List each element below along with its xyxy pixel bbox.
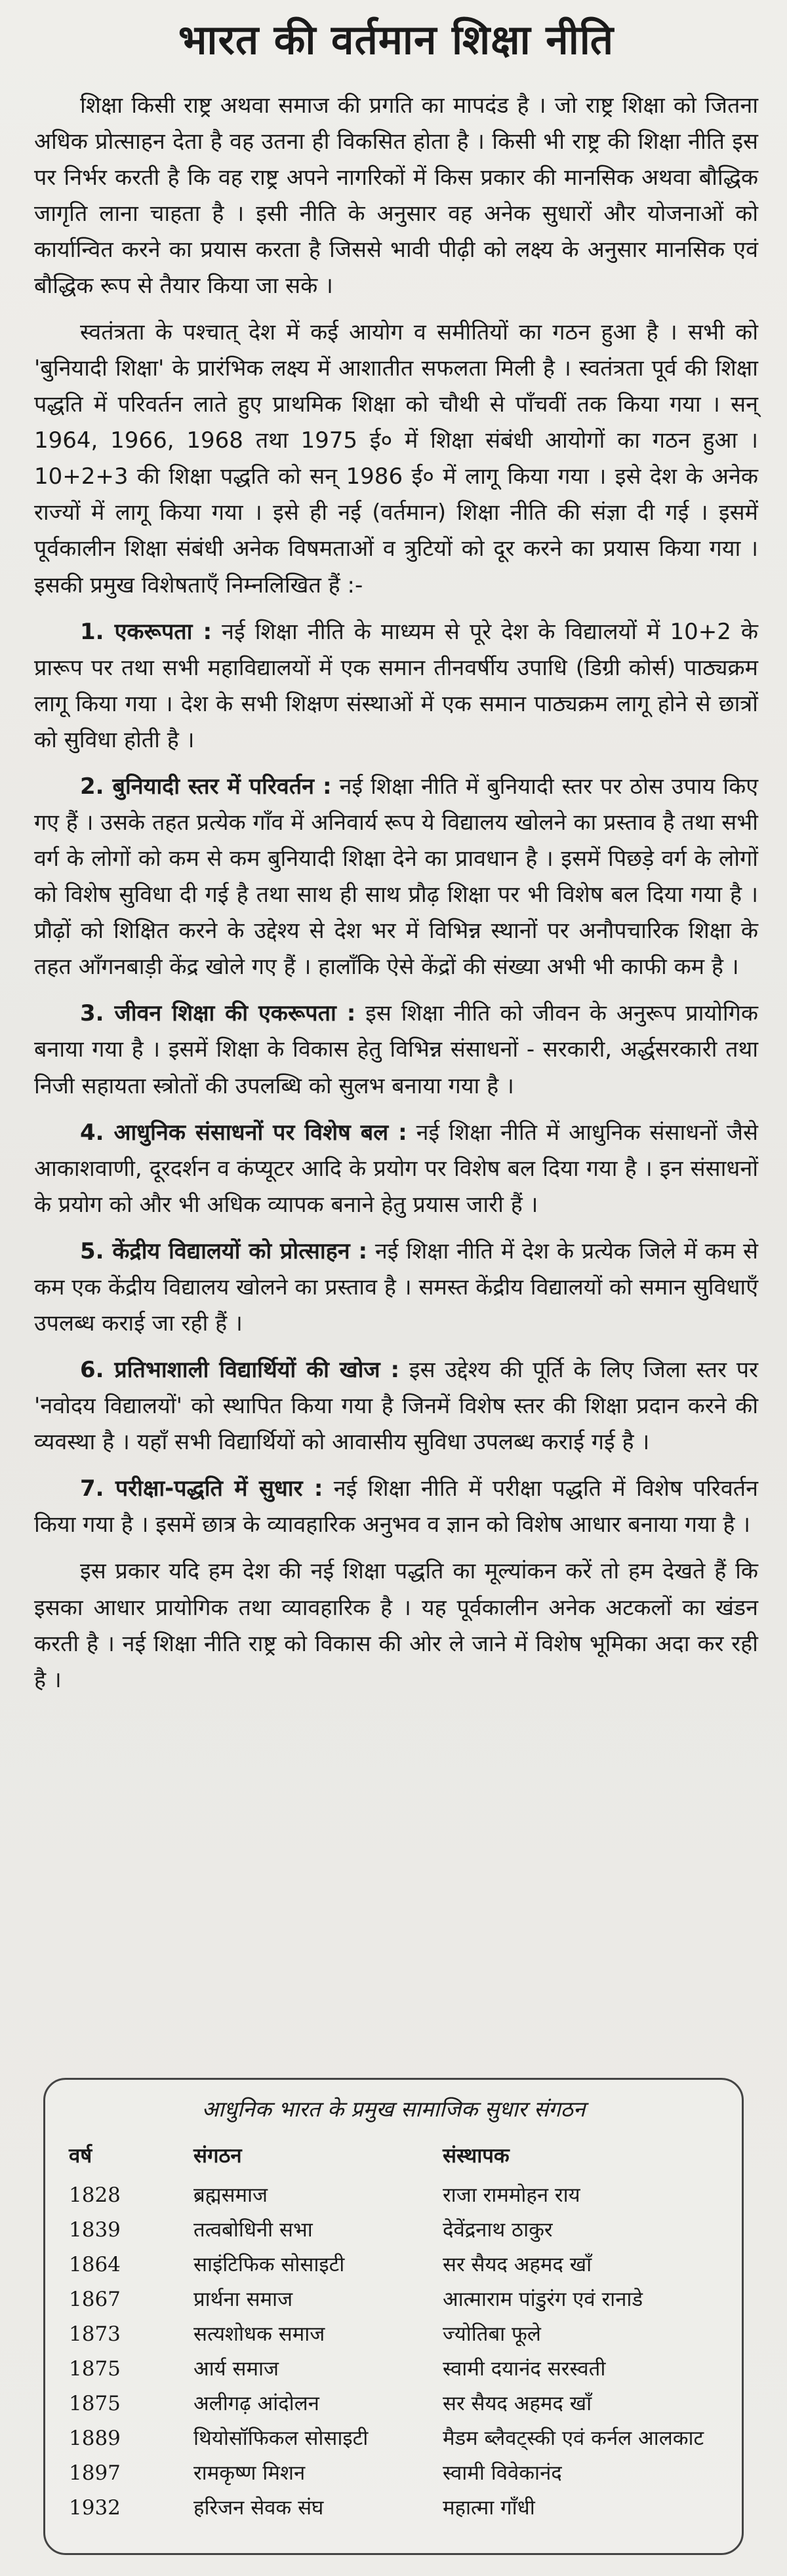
feature-text: नई शिक्षा नीति में देश के प्रत्येक जिले में कम से कम एक केंद्रीय विद्यालय खोलने का प्रस्ताव है । समस्त केंद्रीय विद्यालयों को समान सुविधाएँ उपलब्ध कराई जा रही हैं ।: [34, 1238, 758, 1337]
feature-point-3: [34, 996, 758, 1104]
row-year: 1873: [69, 2322, 121, 2347]
row-org: रामकृष्ण मिशन: [193, 2461, 306, 2486]
row-org: सत्यशोधक समाज: [193, 2322, 325, 2347]
feature-point-7: [34, 1471, 758, 1543]
feature-point-2: [34, 769, 758, 985]
table-row: [69, 2285, 718, 2314]
header-org: संगठन: [193, 2144, 242, 2168]
table-row: [69, 2215, 718, 2244]
row-founder: महात्मा गाँधी: [443, 2496, 535, 2520]
row-org: साइंटिफिक सोसाइटी: [193, 2253, 345, 2277]
intro-paragraph-1: शिक्षा किसी राष्ट्र अथवा समाज की प्रगति का मापदंड है । जो राष्ट्र शिक्षा को जितना अधिक प्रोत्साहन देता है वह उतना ही विकसित होता है । किसी भी राष्ट्र की शिक्षा नीति इस पर निर्भर करती है कि वह राष्ट्र अपने नागरिकों में किस प्रकार की मानसिक अथवा बौद्धिक जागृति लाना चाहता है । इसी नीति के अनुसार वह अनेक सुधारों और योजनाओं को कार्यान्वित करने का प्रयास करता है जिससे भावी पीढ़ी को लक्ष्य के अनुसार मानसिक एवं बौद्धिक रूप से तैयार किया जा सके ।: [34, 92, 758, 299]
feature-heading: 1. एकरूपता :: [80, 618, 212, 645]
row-org: आर्य समाज: [193, 2357, 279, 2381]
feature-point-4: [34, 1115, 758, 1223]
header-year: वर्ष: [69, 2144, 92, 2168]
row-founder: स्वामी दयानंद सरस्वती: [443, 2357, 606, 2381]
row-org: प्रार्थना समाज: [193, 2288, 293, 2312]
table-row: [69, 2250, 718, 2279]
row-org: तत्वबोधिनी सभा: [193, 2218, 313, 2242]
row-org: थियोसॉफिकल सोसाइटी: [193, 2427, 369, 2451]
intro-paragraph-2: स्वतंत्रता के पश्चात् देश में कई आयोग व समीतियों का गठन हुआ है । सभी को 'बुनियादी शिक्षा' के प्रारंभिक लक्ष्य में आशातीत सफलता मिली है । स्वतंत्रता पूर्व की शिक्षा पद्धति में परिवर्तन लाते हुए प्राथमिक शिक्षा को चौथी से पाँचवीं तक किया गया । सन् 1964, 1966, 1968 तथा 1975 ई० में शिक्षा संबंधी आयोगों का गठन हुआ । 10+2+3 की शिक्षा पद्धति को सन् 1986 ई० में लागू किया गया । इसे देश के अनेक राज्यों में लागू किया गया । इसे ही नई (वर्तमान) शिक्षा नीति की संज्ञा दी गई । इसमें पूर्वकालीन शिक्षा संबंधी अनेक विषमताओं व त्रुटियों को दूर करने का प्रयास किया गया । इसकी प्रमुख विशेषताएँ निम्नलिखित हैं :-: [34, 319, 758, 598]
table-row: [69, 2181, 718, 2210]
feature-heading: 7. परीक्षा-पद्धति में सुधार :: [80, 1475, 323, 1502]
conclusion-paragraph: इस प्रकार यदि हम देश की नई शिक्षा पद्धति का मूल्यांकन करें तो हम देखते हैं कि इसका आधार प्रायोगिक तथा व्यावहारिक है । यह पूर्वकालीन अनेक अटकलों का खंडन करती है । नई शिक्षा नीति राष्ट्र को विकास की ओर ले जाने में विशेष भूमिका अदा कर रही है ।: [34, 1558, 758, 1693]
row-org: अलीगढ़ आंदोलन: [193, 2392, 319, 2416]
row-year: 1932: [69, 2496, 121, 2520]
row-founder: देवेंद्रनाथ ठाकुर: [443, 2218, 553, 2242]
feature-text: नई शिक्षा नीति में बुनियादी स्तर पर ठोस उपाय किए गए हैं । उसके तहत प्रत्येक गाँव में अनिवार्य रूप ये विद्यालय खोलने का प्रस्ताव है तथा सभी वर्ग के लोगों को कम से कम बुनियादी शिक्षा देने का प्रावधान है । इसमें पिछड़े वर्ग के लोगों को विशेष सुविधा दी गई है तथा साथ ही साथ प्रौढ़ शिक्षा पर भी विशेष बल दिया गया है । प्रौढ़ों को शिक्षित करने के उद्देश्य से देश भर में विभिन्न स्थानों पर अनौपचारिक शिक्षा के तहत आँगनबाड़ी केंद्र खोले गए हैं । हालाँकि ऐसे केंद्रों की संख्या अभी भी काफी कम है ।: [34, 773, 758, 981]
row-org: हरिजन सेवक संघ: [193, 2496, 324, 2520]
row-year: 1875: [69, 2392, 121, 2416]
table-row: [69, 2424, 718, 2453]
row-year: 1897: [69, 2461, 121, 2486]
feature-point-6: [34, 1352, 758, 1460]
feature-heading: 2. बुनियादी स्तर में परिवर्तन :: [80, 773, 332, 800]
table-row: [69, 2389, 718, 2418]
row-founder: आत्माराम पांडुरंग एवं रानाडे: [443, 2288, 643, 2312]
feature-point-5: [34, 1234, 758, 1342]
feature-heading: 6. प्रतिभाशाली विद्यार्थियों की खोज :: [80, 1357, 400, 1384]
reform-table-header: [69, 2141, 718, 2170]
row-year: 1864: [69, 2253, 121, 2277]
reform-organizations-box: [43, 2078, 744, 2555]
feature-text: नई शिक्षा नीति में परीक्षा पद्धति में विशेष परिवर्तन किया गया है । इसमें छात्र के व्यावहारिक अनुभव व ज्ञान को विशेष आधार बनाया गया है ।: [34, 1475, 758, 1538]
row-founder: राजा राममोहन राय: [443, 2183, 580, 2208]
header-founder: संस्थापक: [443, 2144, 510, 2168]
feature-heading: 3. जीवन शिक्षा की एकरूपता :: [80, 1000, 356, 1027]
row-year: 1828: [69, 2183, 121, 2208]
row-founder: मैडम ब्लैवट्स्की एवं कर्नल आलकाट: [443, 2427, 704, 2451]
table-row: [69, 2459, 718, 2488]
row-year: 1839: [69, 2218, 121, 2242]
row-founder: सर सैयद अहमद खाँ: [443, 2253, 592, 2277]
row-founder: सर सैयद अहमद खाँ: [443, 2392, 592, 2416]
row-founder: स्वामी विवेकानंद: [443, 2461, 562, 2486]
feature-text: नई शिक्षा नीति में आधुनिक संसाधनों जैसे आकाशवाणी, दूरदर्शन व कंप्यूटर आदि के प्रयोग पर विशेष बल दिया गया है । इन संसाधनों के प्रयोग को और भी अधिक व्यापक बनाने हेतु प्रयास जारी हैं ।: [34, 1119, 758, 1218]
table-row: [69, 2354, 718, 2383]
row-year: 1875: [69, 2357, 121, 2381]
feature-text: इस उद्देश्य की पूर्ति के लिए जिला स्तर पर 'नवोदय विद्यालयों' को स्थापित किया गया है जिनमें विशेष स्तर की शिक्षा प्रदान करने की व्यवस्था है । यहाँ सभी विद्यार्थियों को आवासीय सुविधा उपलब्ध कराई गई है ।: [34, 1357, 759, 1456]
feature-point-1: [34, 614, 758, 758]
row-year: 1867: [69, 2288, 121, 2312]
row-org: ब्रह्मसमाज: [193, 2183, 268, 2208]
feature-heading: 5. केंद्रीय विद्यालयों को प्रोत्साहन :: [80, 1238, 368, 1264]
table-row: [69, 2320, 718, 2349]
reform-table-title: आधुनिक भारत के प्रमुख सामाजिक सुधार संगठन: [201, 2096, 586, 2122]
feature-text: नई शिक्षा नीति के माध्यम से पूरे देश के विद्यालयों में 10+2 के प्रारूप पर तथा सभी महाविद्यालयों में एक समान तीनवर्षीय उपाधि (डिग्री कोर्स) पाठ्यक्रम लागू किया गया । देश के सभी शिक्षण संस्थाओं में एक समान पाठ्यक्रम लागू होने से छात्रों को सुविधा होती है ।: [34, 618, 758, 753]
row-year: 1889: [69, 2427, 121, 2451]
table-row: [69, 2493, 718, 2522]
row-founder: ज्योतिबा फूले: [443, 2322, 541, 2347]
feature-heading: 4. आधुनिक संसाधनों पर विशेष बल :: [80, 1119, 407, 1146]
feature-text: इस शिक्षा नीति को जीवन के अनुरूप प्रायोगिक बनाया गया है । इसमें शिक्षा के विकास हेतु विभिन्न संसाधनों - सरकारी, अर्द्धसरकारी तथा निजी सहायता स्त्रोतों की उपलब्धि को सुलभ बनाया गया है ।: [34, 1000, 758, 1099]
page-title: भारत की वर्तमान शिक्षा नीति: [178, 16, 615, 64]
